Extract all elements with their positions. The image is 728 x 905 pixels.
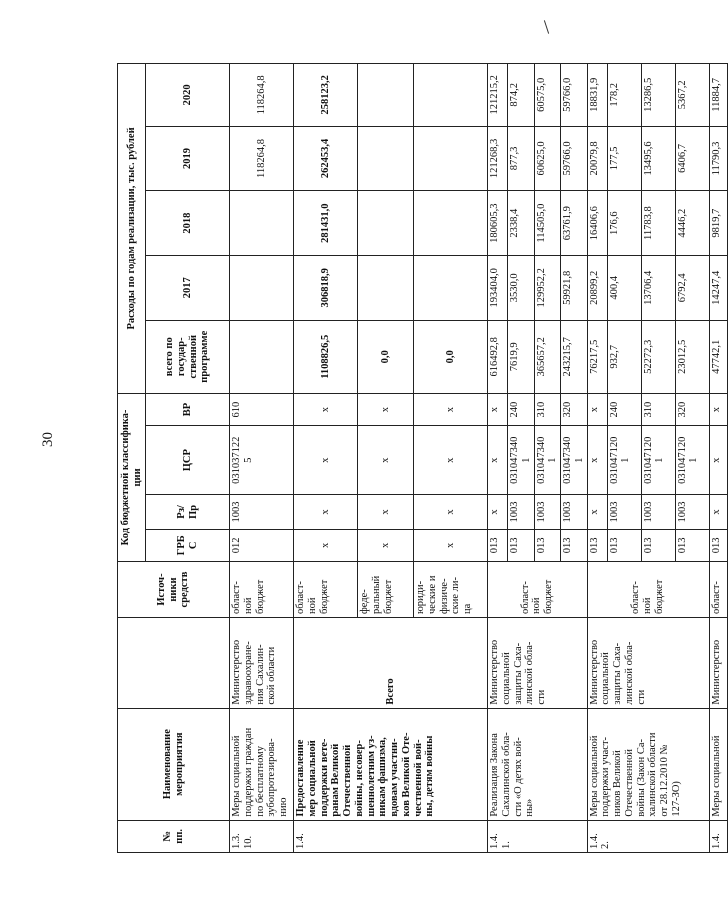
cell-2019: 11790,3: [709, 126, 727, 191]
cell-total: 47742,1: [709, 320, 727, 393]
rotated-table-container: [117, 63, 722, 853]
cell-2018: 176,6: [607, 191, 641, 256]
cell-vr: 610: [230, 393, 294, 425]
cell-total: 76217,5: [587, 320, 607, 393]
cell-2018: 16406,6: [587, 191, 607, 256]
cell-total: 0,0: [358, 320, 414, 393]
table-row: [230, 64, 294, 853]
cell-total: 7619,9: [508, 320, 535, 393]
cell-2018: [414, 191, 488, 256]
cell-2018: 9819,7: [709, 191, 727, 256]
cell-name: Меры социальной поддержки участ- ников Великой Отечественной войны (Закон Са- халинской области от 28.12.2010 № 127-ЗО): [587, 708, 709, 820]
cell-vr: х: [488, 393, 508, 425]
cell-2017: 3530,0: [508, 255, 535, 320]
cell-grbs: 013: [488, 529, 508, 561]
cell-grbs: 013: [675, 529, 709, 561]
header-2019: 2019: [146, 126, 230, 191]
cell-total: 23012,5: [675, 320, 709, 393]
cell-2020: [358, 64, 414, 127]
cell-2018: 11783,8: [641, 191, 675, 256]
cell-2020: 874,2: [508, 64, 535, 127]
cell-2017: 20899,2: [587, 255, 607, 320]
cell-2017: [414, 255, 488, 320]
header-source: Источ- ники средств: [118, 562, 230, 618]
cell-2017: 306818,9: [294, 255, 358, 320]
cell-2018: 63761,9: [561, 191, 588, 256]
cell-2020: 5367,2: [675, 64, 709, 127]
cell-2019: 13495,6: [641, 126, 675, 191]
cell-rzpr: х: [414, 495, 488, 529]
cell-vr: х: [294, 393, 358, 425]
cell-2018: 4446,2: [675, 191, 709, 256]
cell-vr: 320: [675, 393, 709, 425]
cell-executor: Министерство социальной защиты Саха- линской обла- сти: [587, 618, 709, 709]
cell-grbs: 012: [230, 529, 294, 561]
cell-csr: 031047120 1: [641, 426, 675, 495]
cell-csr: 031047340 1: [508, 426, 535, 495]
cell-csr: х: [488, 426, 508, 495]
cell-total: 0,0: [414, 320, 488, 393]
cell-rzpr: х: [709, 495, 727, 529]
cell-executor: Министерство социальной защиты Саха- линской обла- сти: [488, 618, 588, 709]
cell-grbs: 013: [561, 529, 588, 561]
cell-grbs: 013: [607, 529, 641, 561]
cell-grbs: х: [294, 529, 358, 561]
cell-rzpr: х: [587, 495, 607, 529]
table-row: [587, 64, 607, 853]
cell-total: 243215,7: [561, 320, 588, 393]
cell-executor: Министерство здравоохране- ния Сахалин- ской области: [230, 618, 294, 709]
cell-2020: 121215,2: [488, 64, 508, 127]
page-number: 30: [40, 432, 56, 447]
cell-name: Предоставление мер социальной поддержки вете- ранам Великой Отечественной войны, несовер- шеннолетним уз- никам фашизма, вдовам участни- ков Великой Оте- чественной вой- ны, детям войны: [294, 708, 488, 820]
table-row: [709, 64, 727, 853]
cell-rzpr: 1003: [607, 495, 641, 529]
header-csr: ЦСР: [146, 426, 230, 495]
cell-2019: 60625,0: [534, 126, 561, 191]
cell-vr: 320: [561, 393, 588, 425]
cell-total: 1108826,5: [294, 320, 358, 393]
cell-2020: 18831,9: [587, 64, 607, 127]
cell-rzpr: 1003: [641, 495, 675, 529]
cell-2019: 177,5: [607, 126, 641, 191]
header-expenses: Расходы по годам реализации, тыс. рублей: [118, 64, 146, 394]
cell-2020: 11884,7: [709, 64, 727, 127]
cell-vr: х: [414, 393, 488, 425]
cell-csr: х: [358, 426, 414, 495]
cell-rzpr: 1003: [534, 495, 561, 529]
header-vr: ВР: [146, 393, 230, 425]
cell-csr: х: [587, 426, 607, 495]
cell-total: 932,7: [607, 320, 641, 393]
header-total: всего по государ- ственной программе: [146, 320, 230, 393]
cell-2020: 60575,0: [534, 64, 561, 127]
table-row: [488, 64, 508, 853]
cell-rzpr: х: [294, 495, 358, 529]
cell-source: област- ной бюджет: [230, 562, 294, 618]
cell-source: област- ной бюджет: [294, 562, 358, 618]
table-row: [294, 64, 358, 853]
cell-source: област-: [709, 562, 727, 618]
cell-grbs: 013: [587, 529, 607, 561]
cell-num: 1.4. 2.: [587, 820, 709, 852]
cell-2018: 180605,3: [488, 191, 508, 256]
cell-2019: 118264,8: [230, 126, 294, 191]
cell-2018: [230, 191, 294, 256]
header-name: Наименование мероприятия: [118, 708, 230, 820]
cell-num: 1.4.: [709, 820, 727, 852]
cell-vr: х: [358, 393, 414, 425]
cell-2020: 13286,5: [641, 64, 675, 127]
cell-2020: 118264,8: [230, 64, 294, 127]
cell-csr: 031047120 1: [675, 426, 709, 495]
cell-source: феде- ральный бюджет: [358, 562, 414, 618]
cell-name: Меры социальной поддержки граждан по бесплатному зубопротезирова- нию: [230, 708, 294, 820]
cell-2020: 59766,0: [561, 64, 588, 127]
cell-total: 365657,2: [534, 320, 561, 393]
cell-2017: 400,4: [607, 255, 641, 320]
cell-csr: 031047340 1: [561, 426, 588, 495]
header-2017: 2017: [146, 255, 230, 320]
cell-2019: 59766,0: [561, 126, 588, 191]
cell-2018: 114505,0: [534, 191, 561, 256]
cell-2017: 193404,0: [488, 255, 508, 320]
cell-vr: 240: [607, 393, 641, 425]
cell-2017: 6792,4: [675, 255, 709, 320]
cell-2019: 877,3: [508, 126, 535, 191]
cell-rzpr: х: [358, 495, 414, 529]
cell-csr: х: [294, 426, 358, 495]
cell-2019: 262453,4: [294, 126, 358, 191]
cell-2019: [358, 126, 414, 191]
header-budget-classification: Код бюджетной классифика- ции: [118, 393, 146, 561]
cell-2017: 129952,2: [534, 255, 561, 320]
header-num: № пп.: [118, 820, 230, 852]
cell-2018: 281431,0: [294, 191, 358, 256]
cell-executor: Всего: [294, 618, 488, 709]
cell-csr: 031047120 1: [607, 426, 641, 495]
cell-2019: 20079,8: [587, 126, 607, 191]
cell-2017: [358, 255, 414, 320]
header-2020: 2020: [146, 64, 230, 127]
budget-table: [117, 63, 728, 853]
cell-grbs: 013: [508, 529, 535, 561]
cell-grbs: х: [414, 529, 488, 561]
cell-rzpr: 1003: [675, 495, 709, 529]
cell-num: 1.4. 1.: [488, 820, 588, 852]
cell-2020: 258123,2: [294, 64, 358, 127]
cell-2017: 59921,8: [561, 255, 588, 320]
cell-vr: 240: [508, 393, 535, 425]
cell-num: 1.4.: [294, 820, 488, 852]
cell-vr: 310: [534, 393, 561, 425]
cell-source: юриди- ческие и физиче- ские ли- ца: [414, 562, 488, 618]
cell-grbs: х: [358, 529, 414, 561]
cell-2019: [414, 126, 488, 191]
cell-rzpr: 1003: [508, 495, 535, 529]
cell-2018: [358, 191, 414, 256]
header-grbs: ГРБ С: [146, 529, 230, 561]
cell-grbs: 013: [641, 529, 675, 561]
cell-2019: 121268,3: [488, 126, 508, 191]
cell-source: област- ной бюджет: [488, 562, 588, 618]
cell-num: 1.3. 10.: [230, 820, 294, 852]
cell-2018: 2338,4: [508, 191, 535, 256]
cell-rzpr: х: [488, 495, 508, 529]
cell-2017: 14247,4: [709, 255, 727, 320]
cell-executor: Министерство: [709, 618, 727, 709]
cell-csr: 031047340 1: [534, 426, 561, 495]
cell-source: област- ной бюджет: [587, 562, 709, 618]
cell-csr: х: [709, 426, 727, 495]
cell-csr: 031037122 5: [230, 426, 294, 495]
cell-rzpr: 1003: [561, 495, 588, 529]
cell-2017: 13706,4: [641, 255, 675, 320]
cell-2020: [414, 64, 488, 127]
pen-mark: [544, 20, 549, 34]
cell-csr: х: [414, 426, 488, 495]
header-2018: 2018: [146, 191, 230, 256]
cell-vr: х: [587, 393, 607, 425]
header-executor: [118, 618, 230, 709]
header-rzpr: Рз/ Пр: [146, 495, 230, 529]
cell-2017: [230, 255, 294, 320]
cell-grbs: 013: [709, 529, 727, 561]
cell-vr: 310: [641, 393, 675, 425]
cell-total: [230, 320, 294, 393]
cell-grbs: 013: [534, 529, 561, 561]
cell-name: Реализация Закона Сахалинской обла- сти «О детях вой- ны»: [488, 708, 588, 820]
cell-total: 616492,8: [488, 320, 508, 393]
cell-2019: 6406,7: [675, 126, 709, 191]
cell-total: 52272,3: [641, 320, 675, 393]
cell-vr: х: [709, 393, 727, 425]
cell-rzpr: 1003: [230, 495, 294, 529]
cell-2020: 178,2: [607, 64, 641, 127]
cell-name: Меры социальной: [709, 708, 727, 820]
